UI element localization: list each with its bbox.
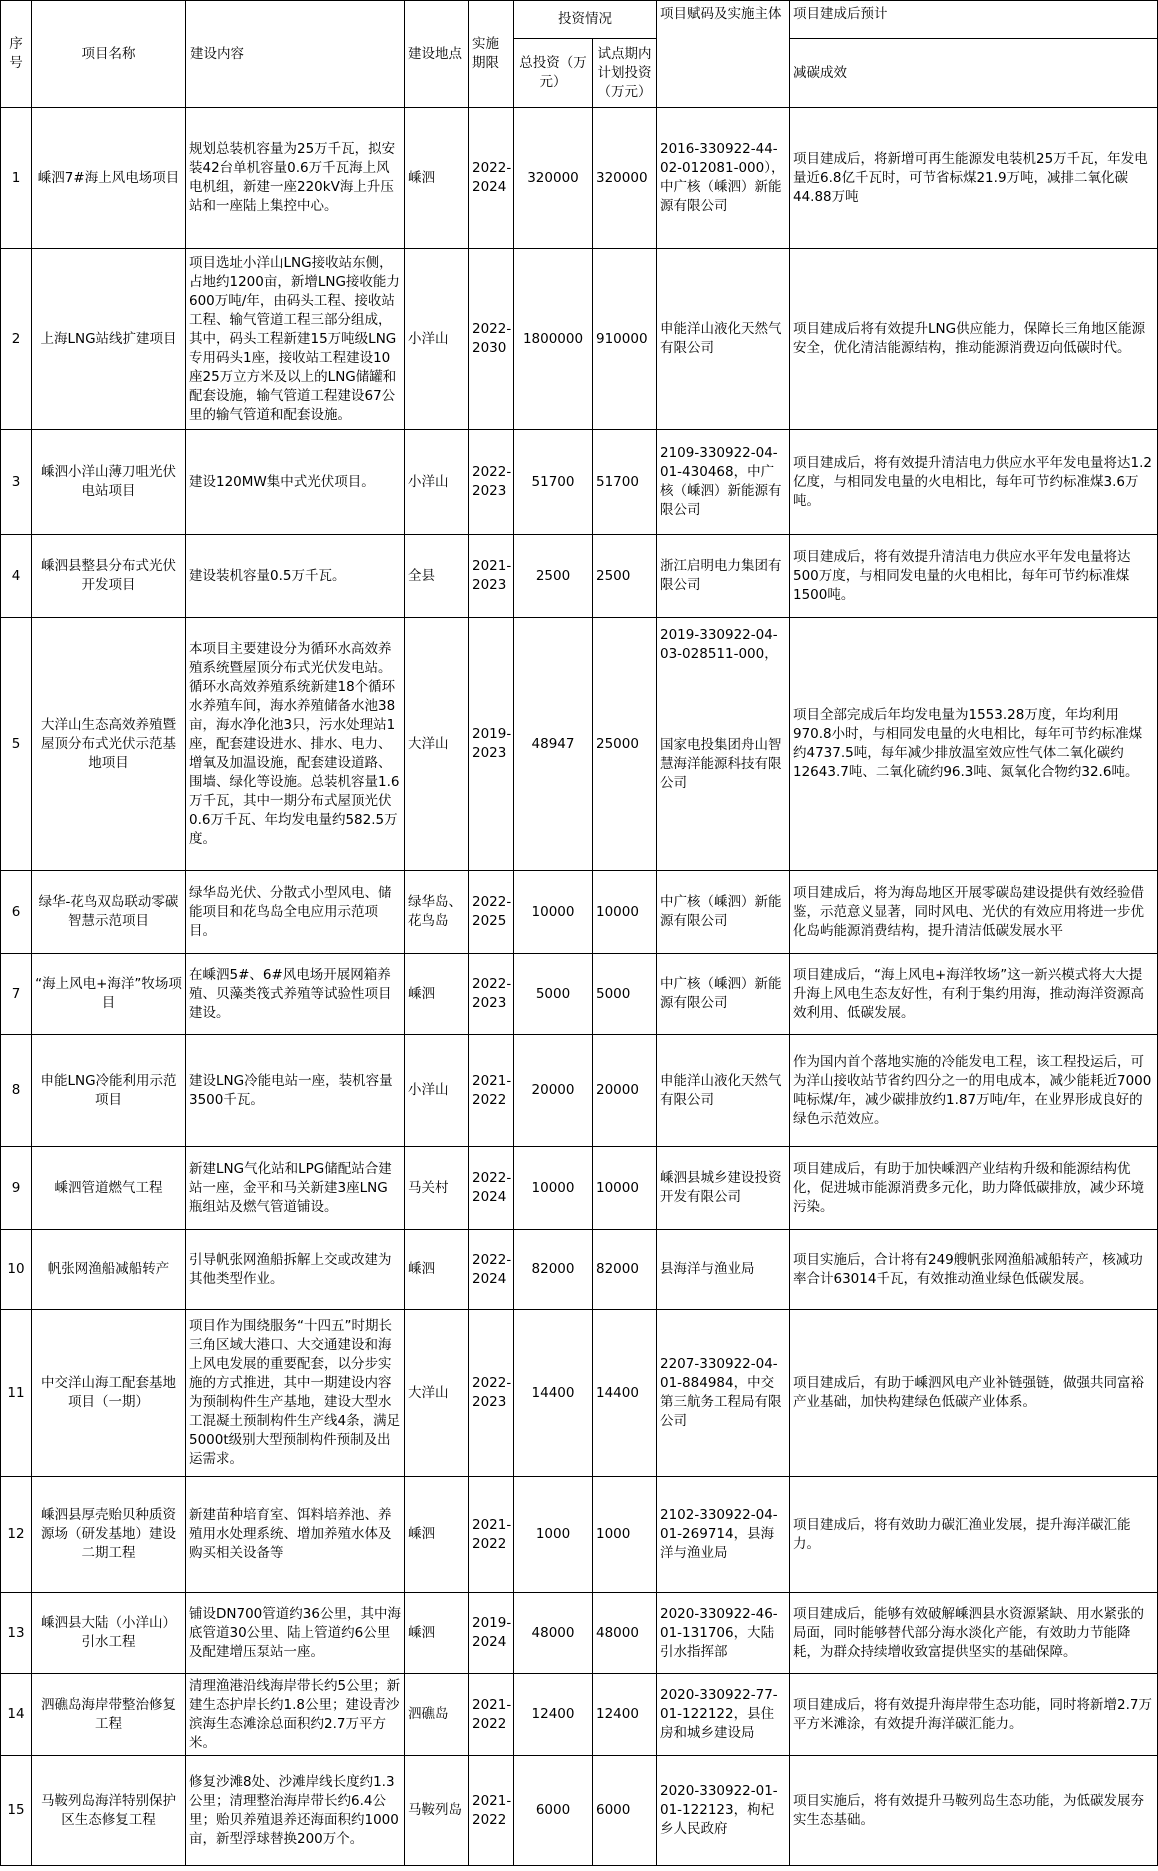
row-seq: 14 xyxy=(1,1674,32,1756)
table-row xyxy=(1,249,1158,430)
row-seq: 5 xyxy=(1,618,32,871)
row-effect: 项目建成后将有效提升LNG供应能力，保障长三角地区能源安全，优化清洁能源结构，推动能源消费迈向低碳时代。 xyxy=(790,249,1158,430)
row-effect: 项目实施后，将有效提升马鞍列岛生态功能，为低碳发展夯实生态基础。 xyxy=(790,1756,1158,1866)
row-effect: 作为国内首个落地实施的冷能发电工程，该工程投运后，可为洋山接收站节省约四分之一的用电成本，减少能耗近7000吨标煤/年，减少碳排放约1.87万吨/年，在业界形成良好的绿色示范效应。 xyxy=(790,1035,1158,1147)
row-total: 14400 xyxy=(514,1310,593,1477)
header-period: 实施期限 xyxy=(469,1,514,108)
header-total: 总投资（万元） xyxy=(514,39,593,108)
row-pilot: 10000 xyxy=(593,871,657,954)
row-name: 帆张网渔船减船转产 xyxy=(32,1230,186,1310)
row-name: 上海LNG站线扩建项目 xyxy=(32,249,186,430)
row-content: 清理渔港沿线海岸带长约5公里；新建生态护岸长约1.8公里；建设青沙滨海生态滩涂总面积约2.7万平方米。 xyxy=(186,1674,405,1756)
row-effect: 项目全部完成后年均发电量为1553.28万度，年均利用970.8小时，与相同发电量的火电相比，每年可节约标准煤约4737.5吨，每年减少排放温室效应性气体二氧化碳约12643.7吨、二氧化硫约96.3吨、氮氧化合物约32.6吨。 xyxy=(790,618,1158,871)
row-pilot: 2500 xyxy=(593,535,657,618)
row-effect: 项目建成后，将有效提升海岸带生态功能，同时将新增2.7万平方米滩涂，有效提升海洋碳汇能力。 xyxy=(790,1674,1158,1756)
row-seq: 9 xyxy=(1,1147,32,1230)
row-total: 20000 xyxy=(514,1035,593,1147)
row-content: 建设120MW集中式光伏项目。 xyxy=(186,430,405,535)
row-pilot: 51700 xyxy=(593,430,657,535)
row-total: 51700 xyxy=(514,430,593,535)
table-row xyxy=(1,1230,1158,1310)
row-code: 2207-330922-04-01-884984，中交第三航务工程局有限公司 xyxy=(657,1310,790,1477)
row-period: 2022-2024 xyxy=(469,108,514,249)
row-content: 新建LNG气化站和LPG储配站合建站一座，金平和马关新建3座LNG瓶组站及燃气管道铺设。 xyxy=(186,1147,405,1230)
row-location: 马鞍列岛 xyxy=(405,1756,469,1866)
row-name: 嵊泗7#海上风电场项目 xyxy=(32,108,186,249)
row-content: 项目作为围绕服务“十四五”时期长三角区域大港口、大交通建设和海上风电发展的重要配套，以分步实施的方式推进，其中一期建设内容为预制构件生产基地，建设大型水工混凝土预制构件生产线4条，满足5000t级别大型预制构件预制及出运需求。 xyxy=(186,1310,405,1477)
row-location: 泗礁岛 xyxy=(405,1674,469,1756)
row-total: 320000 xyxy=(514,108,593,249)
header-effect: 减碳成效 xyxy=(790,39,1158,108)
row-location: 大洋山 xyxy=(405,1310,469,1477)
row-seq: 6 xyxy=(1,871,32,954)
header-pilot: 试点期内计划投资（万元） xyxy=(593,39,657,108)
header-seq: 序号 xyxy=(1,1,32,108)
header-name: 项目名称 xyxy=(32,1,186,108)
row-effect: 项目建成后，将新增可再生能源发电装机25万千瓦，年发电量近6.8亿千瓦时，可节省标煤21.9万吨，减排二氧化碳44.88万吨 xyxy=(790,108,1158,249)
row-effect: 项目建成后，将为海岛地区开展零碳岛建设提供有效经验借鉴，示范意义显著，同时风电、光伏的有效应用将进一步优化岛屿能源消费结构，提升清洁低碳发展水平 xyxy=(790,871,1158,954)
row-location: 马关村 xyxy=(405,1147,469,1230)
table-row xyxy=(1,535,1158,618)
row-period: 2022-2023 xyxy=(469,430,514,535)
row-pilot: 6000 xyxy=(593,1756,657,1866)
row-content: 引导帆张网渔船拆解上交或改建为其他类型作业。 xyxy=(186,1230,405,1310)
row-code: 县海洋与渔业局 xyxy=(657,1230,790,1310)
row-code-entity: 国家电投集团舟山智慧海洋能源科技有限公司 xyxy=(660,737,782,791)
row-effect: 项目实施后，合计将有249艘帆张网渔船减船转产，核减功率合计63014千瓦，有效推动渔业绿色低碳发展。 xyxy=(790,1230,1158,1310)
header-location: 建设地点 xyxy=(405,1,469,108)
row-total: 12400 xyxy=(514,1674,593,1756)
row-period: 2022-2023 xyxy=(469,1310,514,1477)
row-period: 2021-2022 xyxy=(469,1035,514,1147)
row-seq: 8 xyxy=(1,1035,32,1147)
row-code: 2020-330922-77-01-122122，县住房和城乡建设局 xyxy=(657,1674,790,1756)
row-code: 嵊泗县城乡建设投资开发有限公司 xyxy=(657,1147,790,1230)
row-location: 嵊泗 xyxy=(405,108,469,249)
row-seq: 10 xyxy=(1,1230,32,1310)
row-code: 中广核（嵊泗）新能源有限公司 xyxy=(657,871,790,954)
row-code: 浙江启明电力集团有限公司 xyxy=(657,535,790,618)
row-period: 2019-2023 xyxy=(469,618,514,871)
row-content: 本项目主要建设分为循环水高效养殖系统暨屋顶分布式光伏发电站。循环水高效养殖系统新建18个循环水养殖车间，海水养殖储备水池38亩，海水净化池3只，污水处理站1座，配套建设进水、排水、电力、增氧及加温设施，配套建设道路、围墙、绿化等设施。总装机容量1.6万千瓦，其中一期分布式屋顶光伏0.6万千瓦、年均发电量约582.5万度。 xyxy=(186,618,405,871)
row-seq: 11 xyxy=(1,1310,32,1477)
row-effect: 项目建成后，将有效助力碳汇渔业发展，提升海洋碳汇能力。 xyxy=(790,1477,1158,1593)
row-location: 全县 xyxy=(405,535,469,618)
row-pilot: 48000 xyxy=(593,1593,657,1674)
row-code: 2109-330922-04-01-430468，中广核（嵊泗）新能源有限公司 xyxy=(657,430,790,535)
row-name: 大洋山生态高效养殖暨屋顶分布式光伏示范基地项目 xyxy=(32,618,186,871)
row-location: 小洋山 xyxy=(405,430,469,535)
row-total: 10000 xyxy=(514,1147,593,1230)
row-period: 2019-2024 xyxy=(469,1593,514,1674)
row-total: 2500 xyxy=(514,535,593,618)
row-effect: 项目建成后，能够有效破解嵊泗县水资源紧缺、用水紧张的局面，同时能够替代部分海水淡化产能，有效助力节能降耗，为群众持续增收致富提供坚实的基础保障。 xyxy=(790,1593,1158,1674)
row-name: 绿华-花鸟双岛联动零碳智慧示范项目 xyxy=(32,871,186,954)
row-pilot: 82000 xyxy=(593,1230,657,1310)
row-name: 嵊泗管道燃气工程 xyxy=(32,1147,186,1230)
row-content: 绿华岛光伏、分散式小型风电、储能项目和花鸟岛全电应用示范项目。 xyxy=(186,871,405,954)
row-location: 大洋山 xyxy=(405,618,469,871)
row-content: 在嵊泗5#、6#风电场开展网箱养殖、贝藻类筏式养殖等试验性项目建设。 xyxy=(186,954,405,1035)
row-code: 2020-330922-46-01-131706，大陆引水指挥部 xyxy=(657,1593,790,1674)
row-code xyxy=(657,618,790,871)
row-location: 嵊泗 xyxy=(405,954,469,1035)
row-effect: 项目建成后，将有效提升清洁电力供应水平年发电量将达1.2亿度，与相同发电量的火电相比，每年可节约标准煤3.6万吨。 xyxy=(790,430,1158,535)
row-name: 中交洋山海工配套基地项目（一期） xyxy=(32,1310,186,1477)
row-content: 修复沙滩8处、沙滩岸线长度约1.3公里；清理整治海岸带长约6.4公里；贻贝养殖退养还海面积约1000亩，新型浮球替换200万个。 xyxy=(186,1756,405,1866)
row-content: 项目选址小洋山LNG接收站东侧，占地约1200亩，新增LNG接收能力600万吨/年，由码头工程、接收站工程、输气管道工程三部分组成，其中，码头工程新建15万吨级LNG专用码头1座，接收站工程建设10座25万立方米及以上的LNG储罐和配套设施，输气管道工程建设67公里的输气管道和配套设施。 xyxy=(186,249,405,430)
row-content: 铺设DN700管道约36公里，其中海底管道30公里、陆上管道约6公里及配建增压泵站一座。 xyxy=(186,1593,405,1674)
row-total: 1800000 xyxy=(514,249,593,430)
row-code: 中广核（嵊泗）新能源有限公司 xyxy=(657,954,790,1035)
row-period: 2022-2024 xyxy=(469,1147,514,1230)
table-row xyxy=(1,1593,1158,1674)
row-seq: 7 xyxy=(1,954,32,1035)
table-row xyxy=(1,871,1158,954)
row-pilot: 25000 xyxy=(593,618,657,871)
table-row xyxy=(1,954,1158,1035)
row-name: 嵊泗县厚壳贻贝种质资源场（研发基地）建设二期工程 xyxy=(32,1477,186,1593)
row-period: 2022-2023 xyxy=(469,954,514,1035)
row-pilot: 5000 xyxy=(593,954,657,1035)
row-total: 10000 xyxy=(514,871,593,954)
row-period: 2021-2022 xyxy=(469,1477,514,1593)
table-row xyxy=(1,108,1158,249)
row-location: 嵊泗 xyxy=(405,1593,469,1674)
row-location: 嵊泗 xyxy=(405,1230,469,1310)
row-effect: 项目建成后，有助于加快嵊泗产业结构升级和能源结构优化，促进城市能源消费多元化，助力降低碳排放，减少环境污染。 xyxy=(790,1147,1158,1230)
table-row xyxy=(1,1035,1158,1147)
row-total: 6000 xyxy=(514,1756,593,1866)
row-name: 申能LNG冷能利用示范项目 xyxy=(32,1035,186,1147)
row-total: 1000 xyxy=(514,1477,593,1593)
row-code: 申能洋山液化天然气有限公司 xyxy=(657,249,790,430)
row-seq: 4 xyxy=(1,535,32,618)
row-location: 嵊泗 xyxy=(405,1477,469,1593)
row-pilot: 20000 xyxy=(593,1035,657,1147)
row-content: 建设装机容量0.5万千瓦。 xyxy=(186,535,405,618)
row-pilot: 14400 xyxy=(593,1310,657,1477)
row-pilot: 910000 xyxy=(593,249,657,430)
row-code: 2016-330922-44-02-012081-000），中广核（嵊泗）新能源有限公司 xyxy=(657,108,790,249)
row-effect: 项目建成后，“海上风电+海洋牧场”这一新兴模式将大大提升海上风电生态友好性，有利于集约用海，推动海洋资源高效利用、低碳发展。 xyxy=(790,954,1158,1035)
row-content: 规划总装机容量为25万千瓦，拟安装42台单机容量0.6万千瓦海上风电机组，新建一座220kV海上升压站和一座陆上集控中心。 xyxy=(186,108,405,249)
row-seq: 2 xyxy=(1,249,32,430)
row-location: 小洋山 xyxy=(405,1035,469,1147)
row-period: 2022-2025 xyxy=(469,871,514,954)
table-row xyxy=(1,1674,1158,1756)
row-total: 48000 xyxy=(514,1593,593,1674)
row-location: 小洋山 xyxy=(405,249,469,430)
row-content: 建设LNG冷能电站一座，装机容量3500千瓦。 xyxy=(186,1035,405,1147)
row-content: 新建苗种培育室、饵料培养池、养殖用水处理系统、增加养殖水体及购买相关设备等 xyxy=(186,1477,405,1593)
row-name: 马鞍列岛海洋特别保护区生态修复工程 xyxy=(32,1756,186,1866)
row-seq: 13 xyxy=(1,1593,32,1674)
row-seq: 3 xyxy=(1,430,32,535)
table-row xyxy=(1,430,1158,535)
row-period: 2021-2022 xyxy=(469,1674,514,1756)
row-seq: 1 xyxy=(1,108,32,249)
row-code: 申能洋山液化天然气有限公司 xyxy=(657,1035,790,1147)
row-total: 5000 xyxy=(514,954,593,1035)
row-name: 嵊泗县整县分布式光伏开发项目 xyxy=(32,535,186,618)
row-total: 48947 xyxy=(514,618,593,871)
row-code-number: 2019-330922-04-03-028511-000， xyxy=(660,627,778,662)
row-code: 2020-330922-01-01-122123，枸杞乡人民政府 xyxy=(657,1756,790,1866)
row-location: 绿华岛、花鸟岛 xyxy=(405,871,469,954)
table-row xyxy=(1,1147,1158,1230)
row-pilot: 1000 xyxy=(593,1477,657,1593)
row-period: 2021-2023 xyxy=(469,535,514,618)
header-effect-group: 项目建成后预计 xyxy=(790,1,1158,39)
row-name: “海上风电+海洋”牧场项目 xyxy=(32,954,186,1035)
row-period: 2022-2024 xyxy=(469,1230,514,1310)
header-code: 项目赋码及实施主体 xyxy=(657,1,790,108)
row-name: 泗礁岛海岸带整治修复工程 xyxy=(32,1674,186,1756)
row-seq: 15 xyxy=(1,1756,32,1866)
table-row xyxy=(1,618,1158,871)
row-code: 2102-330922-04-01-269714，县海洋与渔业局 xyxy=(657,1477,790,1593)
header-content: 建设内容 xyxy=(186,1,405,108)
header-investment: 投资情况 xyxy=(514,1,657,39)
row-name: 嵊泗县大陆（小洋山）引水工程 xyxy=(32,1593,186,1674)
table-row xyxy=(1,1756,1158,1866)
row-period: 2021-2022 xyxy=(469,1756,514,1866)
row-seq: 12 xyxy=(1,1477,32,1593)
row-effect: 项目建成后，将有效提升清洁电力供应水平年发电量将达500万度，与相同发电量的火电相比，每年可节约标准煤1500吨。 xyxy=(790,535,1158,618)
row-pilot: 10000 xyxy=(593,1147,657,1230)
row-total: 82000 xyxy=(514,1230,593,1310)
row-pilot: 12400 xyxy=(593,1674,657,1756)
row-period: 2022-2030 xyxy=(469,249,514,430)
table-row xyxy=(1,1477,1158,1593)
row-effect: 项目建成后，有助于嵊泗风电产业补链强链，做强共同富裕产业基础，加快构建绿色低碳产业体系。 xyxy=(790,1310,1158,1477)
row-name: 嵊泗小洋山薄刀咀光伏电站项目 xyxy=(32,430,186,535)
row-pilot: 320000 xyxy=(593,108,657,249)
table-row xyxy=(1,1310,1158,1477)
